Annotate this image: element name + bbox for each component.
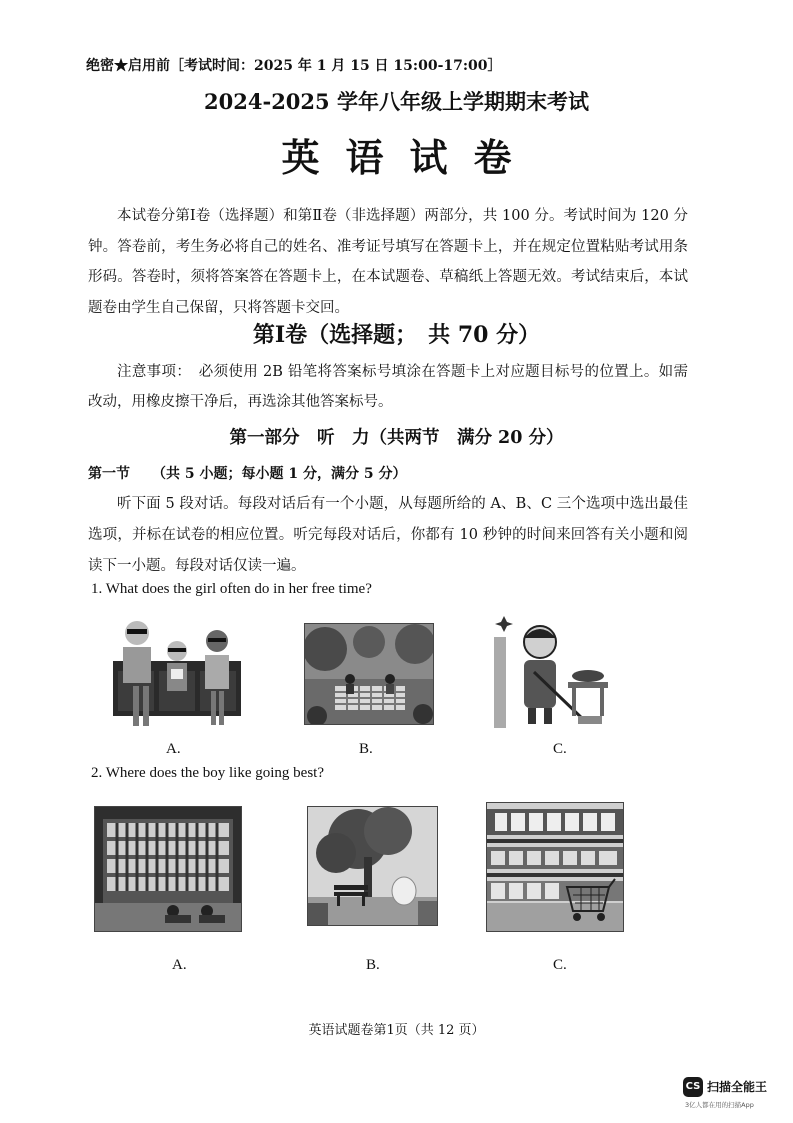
option-label: C.: [553, 741, 567, 757]
section-heading: [88, 463, 406, 483]
library-icon: [94, 806, 242, 932]
listening-part-title: 第一部分 听 力（共两节 满分 20 分）: [229, 428, 564, 448]
notice-paragraph: 注意事项： 必须使用 2B 铅笔将答案标号填涂在答题卡上对应题目标号的位置上。如需改动，用橡皮擦干净后，再选涂其他答案标号。: [88, 364, 688, 410]
question-1: 1. What does the girl often do in her free time?: [91, 581, 372, 597]
option-label: B.: [366, 957, 380, 973]
page-footer: 英语试题卷第1页（共 12 页）: [308, 1023, 485, 1038]
picnic-icon: [304, 623, 434, 725]
part1-title: 第Ⅰ卷（选择题； 共 70 分）: [252, 322, 541, 348]
option-label: B.: [359, 741, 373, 757]
question-2: 2. Where does the boy like going best?: [91, 765, 324, 781]
subject-title: 英语试卷: [281, 135, 538, 180]
scanner-tagline: 3亿人都在用的扫描App: [685, 1101, 754, 1109]
option-label: A.: [166, 741, 181, 757]
camscanner-logo-icon: CS: [683, 1077, 703, 1097]
exam-title: 2024-2025 学年八年级上学期期末考试: [204, 89, 589, 114]
supermarket-icon: [486, 802, 624, 932]
scanner-name: 扫描全能王: [707, 1080, 768, 1094]
park-icon: [307, 806, 438, 926]
section-label: 第一节: [88, 466, 130, 482]
listening-instructions: 听下面 5 段对话。每段对话后有一个小题，从每题所给的 A、B、C 三个选项中选出最佳选项，并标在试卷的相应位置。听完每段对话后，你都有 10 秒钟的时间来回答有关小题和阅读下一小题。每段对话仅读一遍。: [88, 496, 688, 574]
confidential-line: 绝密★启用前［考试时间：2025 年 1 月 15 日 15:00-17:00］: [86, 58, 502, 74]
option-label: C.: [553, 957, 567, 973]
section-rule: （共 5 小题；每小题 1 分，满分 5 分）: [152, 466, 407, 482]
intro-paragraph: 本试卷分第Ⅰ卷（选择题）和第Ⅱ卷（非选择题）两部分，共 100 分。考试时间为 120 分钟。答卷前，考生务必将自己的姓名、准考证号填写在答题卡上，并在规定位置粘贴考试用条形码。答卷时，须将答案答在答题卡上，在本试题卷、草稿纸上答题无效。考试结束后，本试题卷由学生自己保留，只将答题卡交回。: [88, 208, 688, 316]
option-label: A.: [172, 957, 187, 973]
mopping-icon: [494, 612, 612, 728]
cinema-icon: [113, 611, 241, 733]
